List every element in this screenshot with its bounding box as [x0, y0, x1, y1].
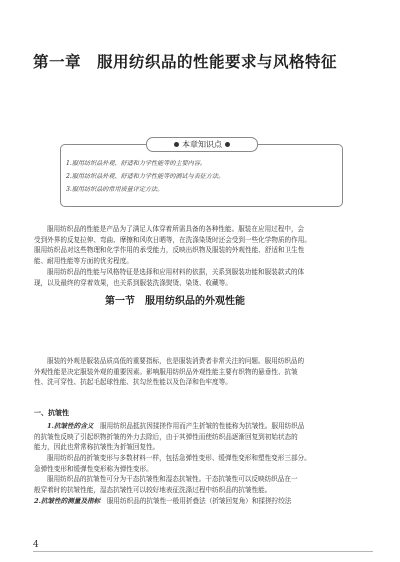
section-paragraph-1 [34, 356, 370, 388]
wrinkle-deformation-paragraph [34, 453, 370, 474]
text-line: 急弹性变形和缓弹性变形称为弹性变形。 [34, 464, 153, 473]
intro-paragraph-1 [34, 224, 370, 266]
intro-paragraph-2 [34, 267, 370, 288]
wrinkle-measurement-paragraph [34, 496, 370, 507]
text-line: 服用纺织品的折皱变形与多数材料一样，包括急弹性变形、缓弹性变形和塑性变形三部分。 [47, 454, 311, 462]
text-line: 服用纺织品对这些物理和化学作用的承受能力，反映出织物及服装的外观性能、舒适和卫生性 [34, 246, 305, 255]
text-line: 服用纺织品的性能与风格特征是选择和应用材料的依据，关系到服装功能和服装款式的体 [47, 268, 305, 276]
text-line: 的抗皱性反映了引起织物折皱的外力去除后，由于其弹性而使纺织品逐渐回复到初始状态的 [34, 432, 298, 441]
text-line: 般穿着时的抗皱性能，湿态抗皱性可以较好地表征洗涤过程中纺织品的抗皱性能。 [34, 485, 272, 494]
text-line: 外观性能是决定服装外观的重要因素。影响服用纺织品外观性能主要有织物的悬垂性、抗皱 [34, 367, 298, 376]
text-line [34, 496, 370, 507]
wrinkle-resistance-definition [34, 421, 370, 453]
page-number: 4 [33, 540, 39, 550]
wrinkle-types-paragraph [34, 474, 370, 495]
knowledge-point-item: 2.服用纺织品外观、舒适和力学性能等的测试与表征方法。 [66, 173, 225, 180]
measurement-lead: 2.抗皱性的测量及指标 [34, 497, 101, 505]
text-line-rest: 服用纺织品的抗皱性一般用折叠法（折皱回复角）和揉搓拧绞法 [106, 497, 292, 505]
text-line: 服用纺织品的性能是产品为了满足人体穿着所需具备的各种性能。服装在应用过程中，会 [47, 225, 305, 233]
footer-rule [33, 551, 373, 552]
text-line: 服装的外观是服装品质高低的重要指标，也是服装消费者非常关注的问题。服用纺织品的 [47, 357, 305, 365]
text-line: 服用纺织品的抗皱性可分为干态抗皱性和湿态抗皱性。干态抗皱性可以反映纺织品在一 [47, 475, 298, 483]
text-line: 受到外界的反复拉伸、弯曲、摩擦和风吹日晒等，在洗涤染烫时还会受到一些化学物质的作用。 [34, 235, 311, 244]
knowledge-points-header [146, 137, 258, 152]
knowledge-point-item: 1.服用纺织品外观、舒适和力学性能等的主要内容。 [66, 160, 206, 167]
text-line: 现，以及最终的穿着效果，也关系到服装洗涤熨烫、染烫、收藏等。 [34, 278, 232, 287]
section-title: 第一节 服用纺织品的外观性能 [105, 296, 245, 307]
text-line: 性、洗可穿性、抗起毛起球性能、抗勾丝性能以及色泽和色牢度等。 [34, 378, 232, 387]
definition-lead: 1.抗皱性的含义 [47, 422, 94, 430]
text-line: 能力，因此也常常称抗皱性为折皱回复性。 [34, 443, 160, 452]
chapter-title: 第一章 服用纺织品的性能要求与风格特征 [33, 53, 338, 71]
knowledge-points-title: 本章知识点 [182, 140, 222, 149]
text-line [34, 421, 370, 432]
text-line: 能、耐用性能等方面的优劣程度。 [34, 256, 133, 265]
sub-heading: 一、抗皱性 [34, 408, 69, 417]
bullet-dot-icon [174, 142, 179, 147]
bullet-dot-icon [225, 142, 230, 147]
text-line-rest: 服用纺织品抵抗因揉搓作用而产生折皱的性能称为抗皱性。服用纺织品 [100, 422, 305, 430]
knowledge-point-item: 3.服用纺织品的常用质量评定方法。 [66, 186, 164, 193]
